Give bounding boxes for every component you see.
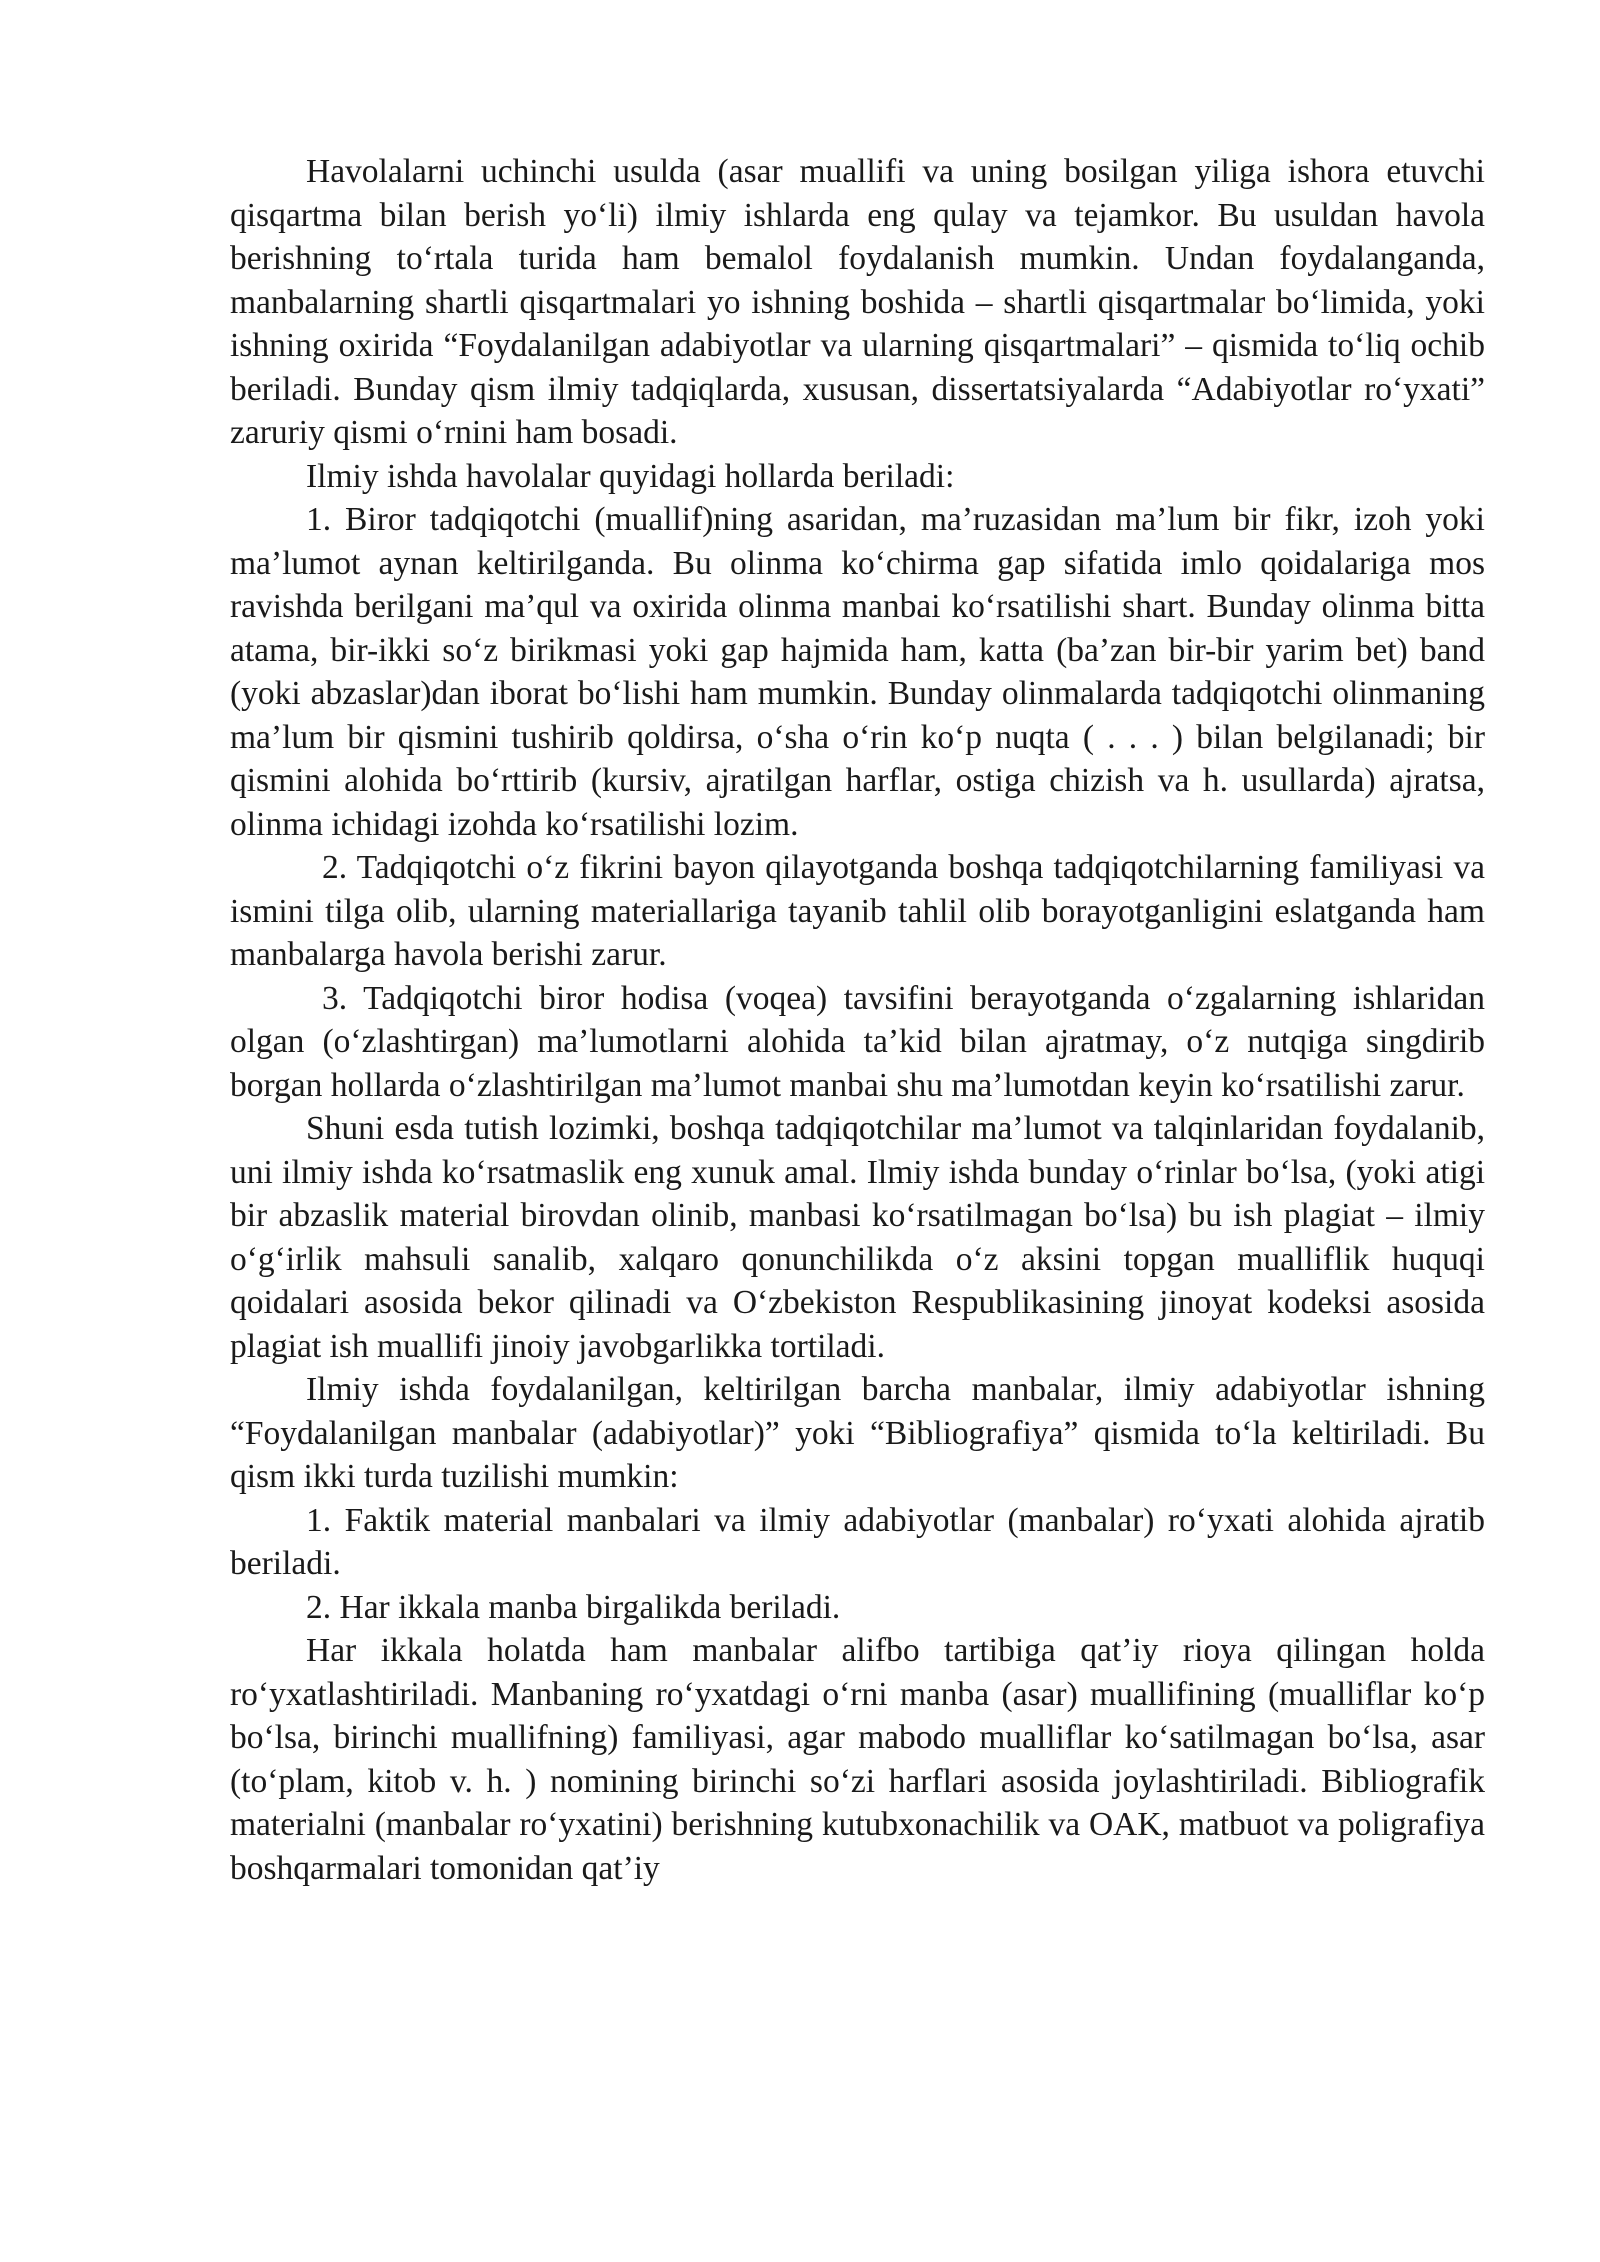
list-item-combined-list: 2. Har ikkala manba birgalikda beriladi. bbox=[306, 1588, 841, 1626]
list-item-paraphrased-information: 3. Tadqiqotchi biror hodisa (voqea) tavsifini berayotganda o‘zgalarning ishlaridan olgan (o‘zlashtirgan) ma’lumotlarni alohida ta’kid bilan ajratmay, o‘z nutqiga singdirib borgan hollarda o‘zlashtirilgan ma’lumot manbai shu ma’lumotdan keyin ko‘rsatilishi zarur. bbox=[230, 979, 1485, 1104]
paragraph-bibliography-section: Ilmiy ishda foydalanilgan, keltirilgan barcha manbalar, ilmiy adabiyotlar ishning “Foydalanilgan manbalar (adabiyotlar)” yoki “Bibliografiya” qismida to‘la keltiriladi. Bu qism ikki turda tuzilishi mumkin: bbox=[230, 1371, 1485, 1495]
paragraph-citation-method-three: Havolalarni uchinchi usulda (asar muallifi va uning bosilgan yiliga ishora etuvchi qisqartma bilan berish yo‘li) ilmiy ishlarda eng qulay va tejamkor. Bu usuldan havola berishning to‘rtala turida ham bemalol foydalanish mumkin. Undan foydalanganda, manbalarning shartli qisqartmalari yo ishning boshida – shartli qisqartmalar bo‘limida, yoki ishning oxirida “Foydalanilgan adabiyotlar va ularning qisqartmalari” – qismida to‘liq ochib beriladi. Bunday qism ilmiy tadqiqlarda, xususan, dissertatsiyalarda “Adabiyotlar ro‘yxati” zaruriy qismi o‘rnini ham bosadi. bbox=[230, 153, 1485, 451]
list-item-mentioning-researchers: 2. Tadqiqotchi o‘z fikrini bayon qilayotganda boshqa tadqiqotchilarning familiyasi va ismini tilga olib, ularning materiallariga tayanib tahlil olib borayotganligini eslatganda ham manbalarga havola berishi zarur. bbox=[230, 849, 1485, 973]
paragraph-alphabetical-order: Har ikkala holatda ham manbalar alifbo tartibiga qat’iy rioya qilingan holda ro‘yxatlashtiriladi. Manbaning ro‘yxatdagi o‘rni manba (asar) muallifining (mualliflar ko‘p bo‘lsa, birinchi muallifning) familiyasi, agar mabodo mualliflar ko‘satilmagan bo‘lsa, asar (to‘plam, kitob v. h. ) nomining birinchi so‘zi harflari asosida joylashtiriladi. Bibliografik materialni (manbalar ro‘yxatini) berishning kutubxonachilik va OAK, matbuot va poligrafiya boshqarmalari tomonidan qat’iy bbox=[230, 1632, 1485, 1887]
list-item-separate-lists: 1. Faktik material manbalari va ilmiy adabiyotlar (manbalar) ro‘yxati alohida ajratib beriladi. bbox=[230, 1501, 1485, 1582]
list-item-direct-quotation: 1. Biror tadqiqotchi (muallif)ning asaridan, ma’ruzasidan ma’lum bir fikr, izoh yoki ma’lumot aynan keltirilganda. Bu olinma ko‘chirma gap sifatida imlo qoidalariga mos ravishda berilgani ma’qul va oxirida olinma manbai ko‘rsatilishi shart. Bunday olinma bitta atama, bir-ikki so‘z birikmasi yoki gap hajmida ham, katta (ba’zan bir-bir yarim bet) band (yoki abzaslar)dan iborat bo‘lishi ham mumkin. Bunday olinmalarda tadqiqotchi olinmaning ma’lum bir qismini tushirib qoldirsa, o‘sha o‘rin ko‘p nuqta ( . . . ) bilan belgilanadi; bir qismini alohida bo‘rttirib (kursiv, ajratilgan harflar, ostiga chizish va h. usullarda) ajratsa, olinma ichidagi izohda ko‘rsatilishi lozim. bbox=[230, 501, 1485, 843]
paragraph-citation-cases-intro: Ilmiy ishda havolalar quyidagi hollarda beriladi: bbox=[306, 457, 955, 495]
paragraph-plagiarism-warning: Shuni esda tutish lozimki, boshqa tadqiqotchilar ma’lumot va talqinlaridan foydalanib, uni ilmiy ishda ko‘rsatmaslik eng xunuk amal. Ilmiy ishda bunday o‘rinlar bo‘lsa, (yoki atigi bir abzaslik material birovdan olinib, manbasi ko‘rsatilmagan bo‘lsa) bu ish plagiat – ilmiy o‘g‘irlik mahsuli sanalib, xalqaro qonunchilikda o‘z aksini topgan mualliflik huquqi qoidalari asosida bekor qilinadi va O‘zbekiston Respublikasining jinoyat kodeksi asosida plagiat ish muallifi jinoiy javobgarlikka tortiladi. bbox=[230, 1110, 1485, 1365]
document-page bbox=[230, 150, 1485, 1890]
